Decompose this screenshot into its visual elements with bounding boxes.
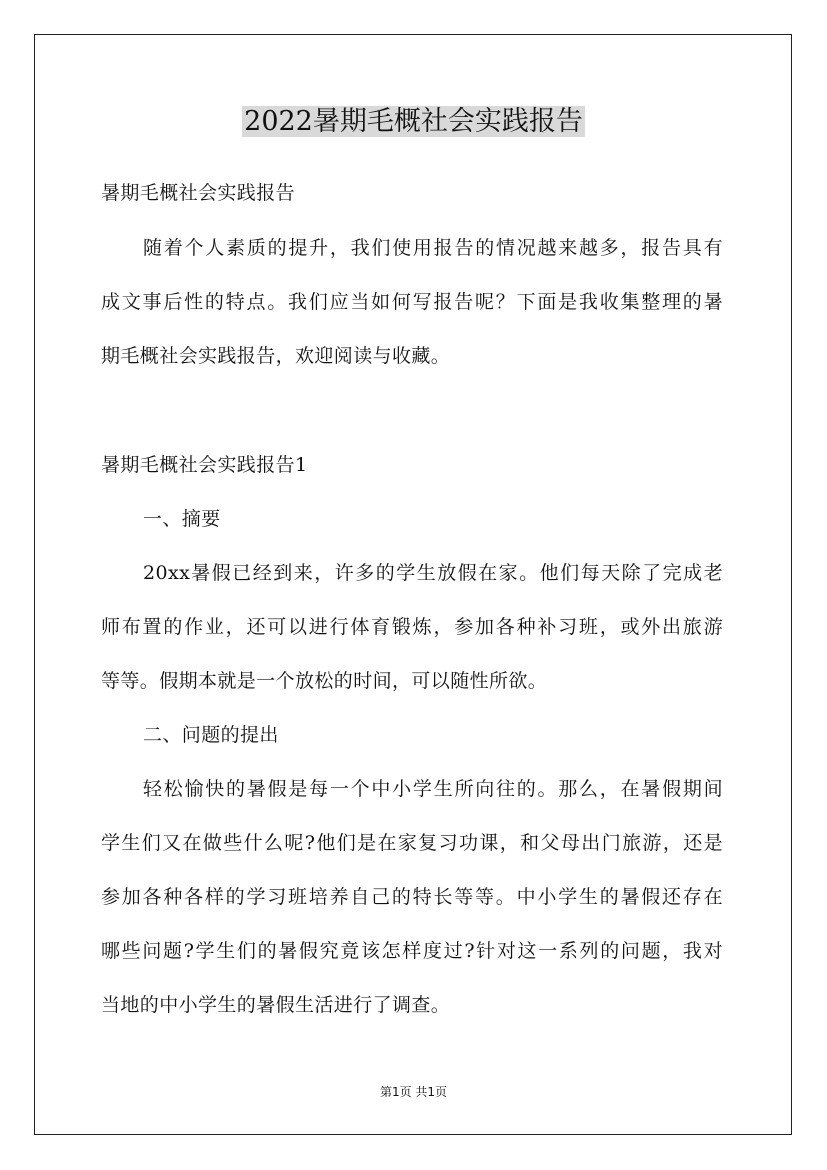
intro-line-2: 成文事后性的特点。我们应当如何写报告呢？下面是我收集整理的暑	[101, 291, 723, 313]
para2-line-3: 参加各种各样的学习班培养自己的特长等等。中小学生的暑假还存在	[101, 886, 723, 908]
intro-line-1: 随着个人素质的提升，我们使用报告的情况越来越多，报告具有	[143, 237, 723, 259]
page-footer	[0, 1083, 827, 1100]
intro-line-3: 期毛概社会实践报告，欢迎阅读与收藏。	[101, 345, 451, 367]
para1-line-2: 师布置的作业，还可以进行体育锻炼，参加各种补习班，或外出旅游	[101, 616, 723, 638]
document-title	[0, 100, 827, 144]
para2-line-1: 轻松愉快的暑假是每一个中小学生所向往的。那么，在暑假期间	[143, 778, 723, 800]
para2-line-4: 哪些问题?学生们的暑假究竟该怎样度过?针对这一系列的问题，我对	[101, 940, 723, 962]
para2-line-2: 学生们又在做些什么呢?他们是在家复习功课，和父母出门旅游，还是	[101, 832, 723, 854]
para2-line-5: 当地的中小学生的暑假生活进行了调查。	[101, 994, 451, 1016]
section-title: 暑期毛概社会实践报告1	[101, 454, 308, 476]
document-subtitle: 暑期毛概社会实践报告	[101, 182, 296, 204]
page-number: 第1页 共1页	[379, 1085, 448, 1099]
heading-abstract: 一、摘要	[143, 508, 221, 530]
para1-line-1: 20xx暑假已经到来，许多的学生放假在家。他们每天除了完成老	[143, 562, 723, 584]
heading-problem: 二、问题的提出	[143, 724, 279, 746]
document-title-text: 2022暑期毛概社会实践报告	[244, 106, 583, 137]
para1-line-3: 等等。假期本就是一个放松的时间，可以随性所欲。	[101, 670, 548, 692]
